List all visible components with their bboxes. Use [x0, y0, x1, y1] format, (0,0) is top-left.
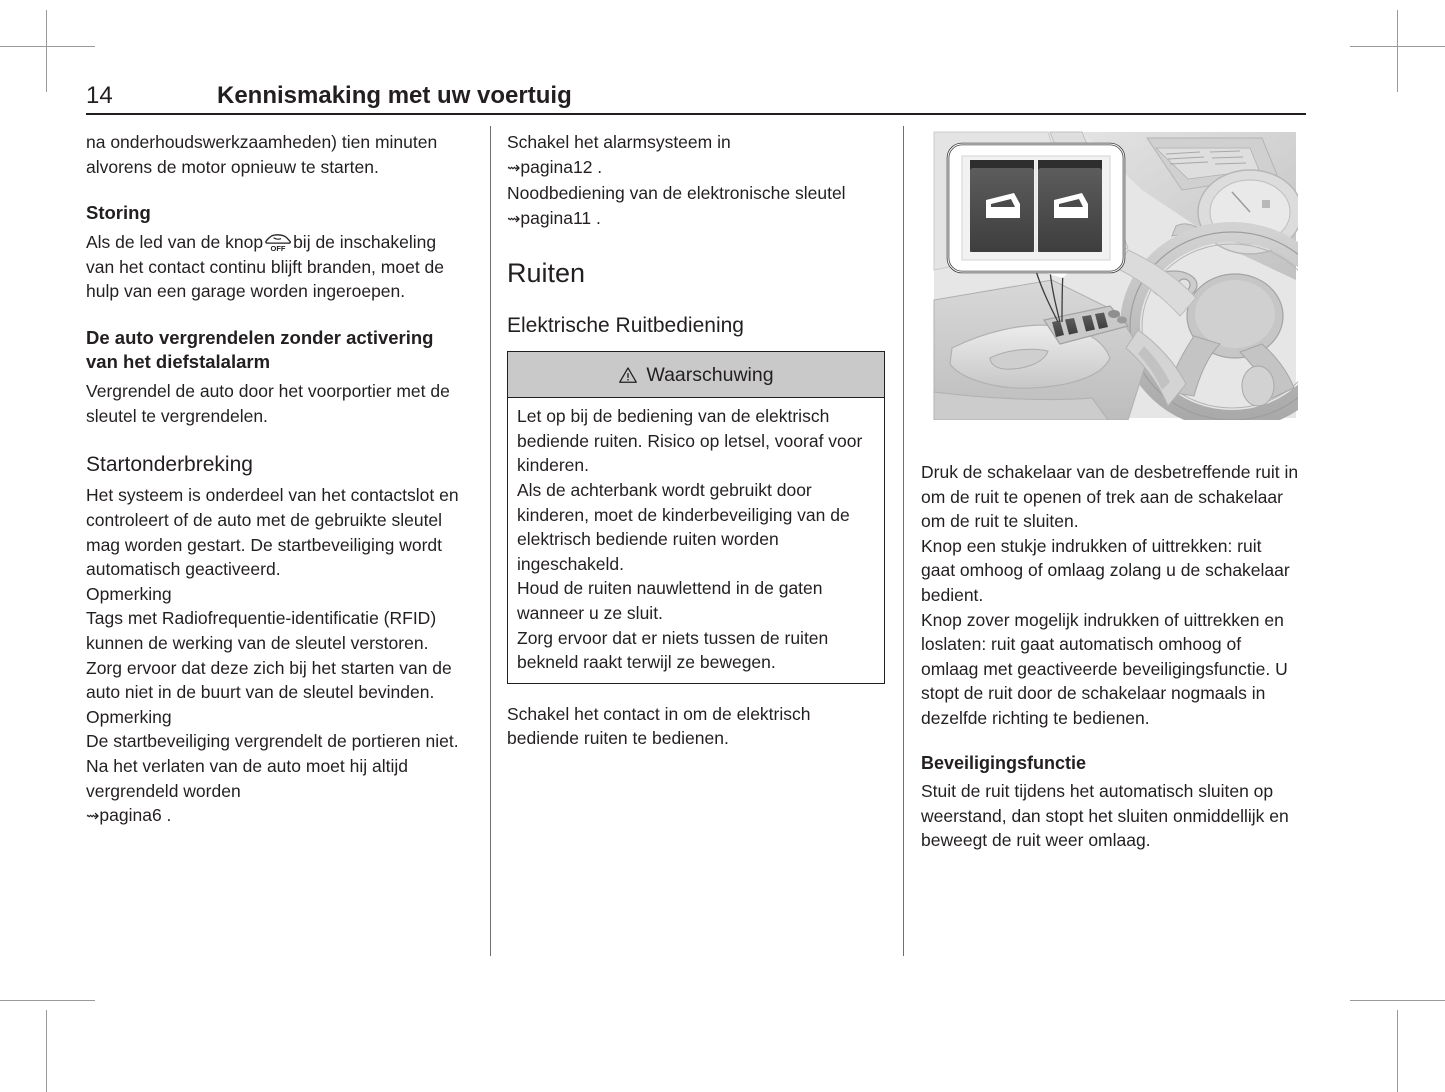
- storing-text-before-icon: Als de led van de knop: [86, 232, 264, 253]
- column-divider-1: [490, 126, 491, 956]
- heading-elektrische-ruitbediening: Elektrische Ruitbediening: [507, 314, 744, 338]
- warning-title: Waarschuwing: [646, 363, 774, 386]
- crop-mark-top-left-vertical: [46, 10, 47, 92]
- warning-box: [507, 351, 885, 684]
- page-header: [86, 82, 1306, 112]
- paragraph-full-press: Knop zover mogelijk indrukken of uittrekken en loslaten: ruit gaat automatisch omhoog of omlaag met geactiveerde beveiligingsfunctie. U stopt de ruit door de schakelaar nogmaals in dezelfde richting te bedienen.: [921, 609, 1288, 728]
- emergency-line-text: Noodbediening van de elektronische sleutel: [507, 183, 846, 204]
- crop-mark-bottom-left-vertical: [46, 1010, 47, 1092]
- paragraph-safety-function: Stuit de ruit tijdens het automatisch sluiten op weerstand, dan stopt het sluiten onmiddellijk en beweegt de ruit weer omlaag.: [921, 780, 1289, 851]
- page-ref-arrow-icon: ⇝: [507, 210, 521, 228]
- paragraph-partial-press: Knop een stukje indrukken of uittrekken: ruit gaat omhoog of omlaag zolang u de schakelaar bedient.: [921, 535, 1290, 605]
- heading-ruiten: Ruiten: [507, 258, 586, 289]
- crop-mark-bottom-right-vertical: [1397, 1010, 1398, 1092]
- header-divider: [86, 113, 1306, 115]
- emergency-page-ref-label: pagina11 .: [520, 207, 601, 228]
- paragraph-start: Het systeem is onderdeel van het contactslot en controleert of de auto met de gebruikte sleutel mag worden gestart. De startbeveiliging wordt automatisch geactiveerd.: [86, 485, 459, 580]
- heading-beveiligingsfunctie: Beveiligingsfunctie: [921, 752, 1087, 773]
- warning-paragraph: Let op bij de bediening van de elektrisch bediende ruiten. Risico op letsel, vooraf voor kinderen.: [517, 406, 863, 476]
- page-ref-arrow-icon: ⇝: [507, 159, 521, 177]
- crop-mark-bottom-left-horizontal: [0, 1000, 95, 1001]
- paragraph-lock: Vergrendel de auto door het voorportier met de sleutel te vergrendelen.: [86, 381, 450, 426]
- paragraph-emergency: [507, 181, 885, 232]
- heading-startonderbreking: Startonderbreking: [86, 453, 253, 477]
- text-column-2: [507, 130, 885, 751]
- paragraph-alarm: Schakel het alarmsysteem in: [507, 132, 731, 152]
- text-column-1: [86, 130, 464, 830]
- warning-paragraph: Houd de ruiten nauwlettend in de gaten wanneer u ze sluit.: [517, 578, 823, 623]
- paragraph-after-warning: Schakel het contact in om de elektrisch bediende ruiten te bedienen.: [507, 703, 811, 749]
- car-off-icon: [263, 232, 293, 252]
- paragraph-switch-operation: Druk de schakelaar van de desbetreffende ruit in om de ruit te openen of trek aan de schakelaar om de ruit te sluiten.: [921, 462, 1299, 532]
- warning-paragraph: Zorg ervoor dat er niets tussen de ruiten bekneld raakt terwijl ze bewegen.: [517, 627, 829, 673]
- warning-box-body: [508, 398, 884, 683]
- heading-lock-without-alarm: De auto vergrendelen zonder activering van het diefstalalarm: [86, 327, 434, 373]
- note-text-2-body: De startbeveiliging vergrendelt de portieren niet. Na het verlaten van de auto moet hij altijd vergrendeld worden: [86, 731, 459, 801]
- crop-mark-top-right-vertical: [1397, 10, 1398, 92]
- note-text-1: Tags met Radiofrequentie-identificatie (RFID) kunnen de werking van de sleutel verstoren. Zorg ervoor dat deze zich bij het starten van de auto niet in de buurt van de sleutel bevinden.: [86, 608, 452, 703]
- note-ref-2: [86, 803, 464, 830]
- alarm-page-ref-label: pagina12 .: [520, 156, 603, 177]
- heading-storing: Storing: [86, 202, 151, 224]
- note-label-2: Opmerking: [86, 706, 172, 727]
- crop-mark-top-left-horizontal: [0, 46, 95, 47]
- paragraph-continued: na onderhoudswerkzaamheden) tien minuten alvorens de motor opnieuw te starten.: [86, 132, 438, 177]
- page-number: 14: [86, 82, 113, 109]
- storing-text-after-icon: bij de inschakeling van het contact continu blijft branden, moet de hulp van een garage worden ingeroepen.: [86, 232, 445, 302]
- note-label-1: Opmerking: [86, 583, 172, 604]
- svg-text:OFF: OFF: [270, 244, 286, 253]
- note-text-2: [86, 729, 464, 803]
- warning-triangle-icon: [618, 366, 638, 384]
- page-ref-arrow-icon: ⇝: [86, 808, 100, 826]
- crop-mark-top-right-horizontal: [1350, 46, 1445, 47]
- alarm-page-ref: [507, 155, 885, 182]
- note-ref-2-label: pagina6 .: [99, 805, 172, 826]
- car-door-window-switch-illustration: [932, 130, 1298, 420]
- warning-box-header: [508, 352, 884, 399]
- crop-mark-bottom-right-horizontal: [1350, 1000, 1445, 1001]
- text-column-3: [921, 460, 1299, 853]
- paragraph-storing: [86, 230, 464, 304]
- column-divider-2: [903, 126, 904, 956]
- chapter-title: Kennismaking met uw voertuig: [217, 82, 572, 109]
- warning-paragraph: Als de achterbank wordt gebruikt door kinderen, moet de kinderbeveiliging van de elektrisch bediende ruiten worden ingeschakeld.: [517, 479, 850, 574]
